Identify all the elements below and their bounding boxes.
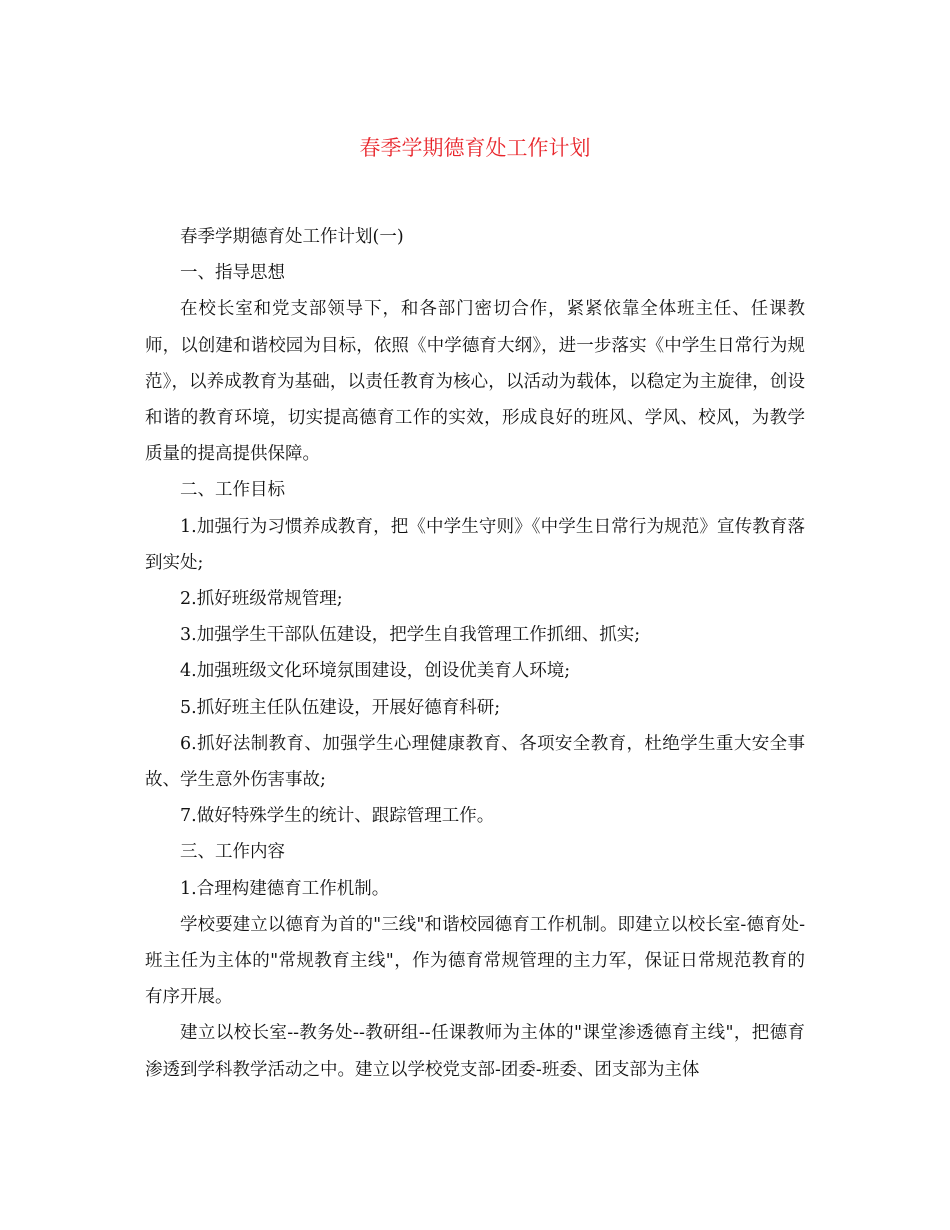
goal-item-5: 5.抓好班主任队伍建设，开展好德育科研; xyxy=(180,697,501,718)
heading-work-content: 三、工作内容 xyxy=(180,842,285,863)
goal-item-4: 4.加强班级文化环境氛围建设，创设优美育人环境; xyxy=(180,661,571,682)
goal-item-2: 2.抓好班级常规管理; xyxy=(180,589,343,610)
paragraph-guiding-thought: 在校长室和党支部领导下，和各部门密切合作，紧紧依靠全体班主任、任课教师，以创建和谐校园为目标，依照《中学德育大纲》，进一步落实《中学生日常行为规范》，以养成教育为基础，以责任教育为核心，以活动为载体，以稳定为主旋律，创设和谐的教育环境，切实提高德育工作的实效，形成良好的班风、学风、校风，为教学质量的提高提供保障。 xyxy=(145,299,805,465)
content-item-1: 1.合理构建德育工作机制。 xyxy=(180,878,390,899)
paragraph-mechanism: 学校要建立以德育为首的"三线"和谐校园德育工作机制。即建立以校长室-德育处-班主任为主体的"常规教育主线"，作为德育常规管理的主力军，保证日常规范教育的有序开展。 xyxy=(145,914,805,1008)
heading-work-goals: 二、工作目标 xyxy=(180,480,285,501)
goal-item-1: 1.加强行为习惯养成教育，把《中学生守则》《中学生日常行为规范》宣传教育落到实处; xyxy=(145,516,805,573)
goal-item-3: 3.加强学生干部队伍建设，把学生自我管理工作抓细、抓实; xyxy=(180,625,641,646)
paragraph-subtitle: 春季学期德育处工作计划(一) xyxy=(180,227,404,247)
heading-guiding-thought: 一、指导思想 xyxy=(180,263,285,284)
document-title: 春季学期德育处工作计划 xyxy=(359,136,591,160)
goal-item-7: 7.做好特殊学生的统计、跟踪管理工作。 xyxy=(180,806,495,827)
document-body xyxy=(145,219,805,1088)
paragraph-classroom-line: 建立以校长室--教务处--教研组--任课教师为主体的"课堂渗透德育主线"，把德育渗透到学科教学活动之中。建立以学校党支部-团委-班委、团支部为主体 xyxy=(145,1023,805,1080)
goal-item-6: 6.抓好法制教育、加强学生心理健康教育、各项安全教育，杜绝学生重大安全事故、学生意外伤害事故; xyxy=(145,733,805,791)
